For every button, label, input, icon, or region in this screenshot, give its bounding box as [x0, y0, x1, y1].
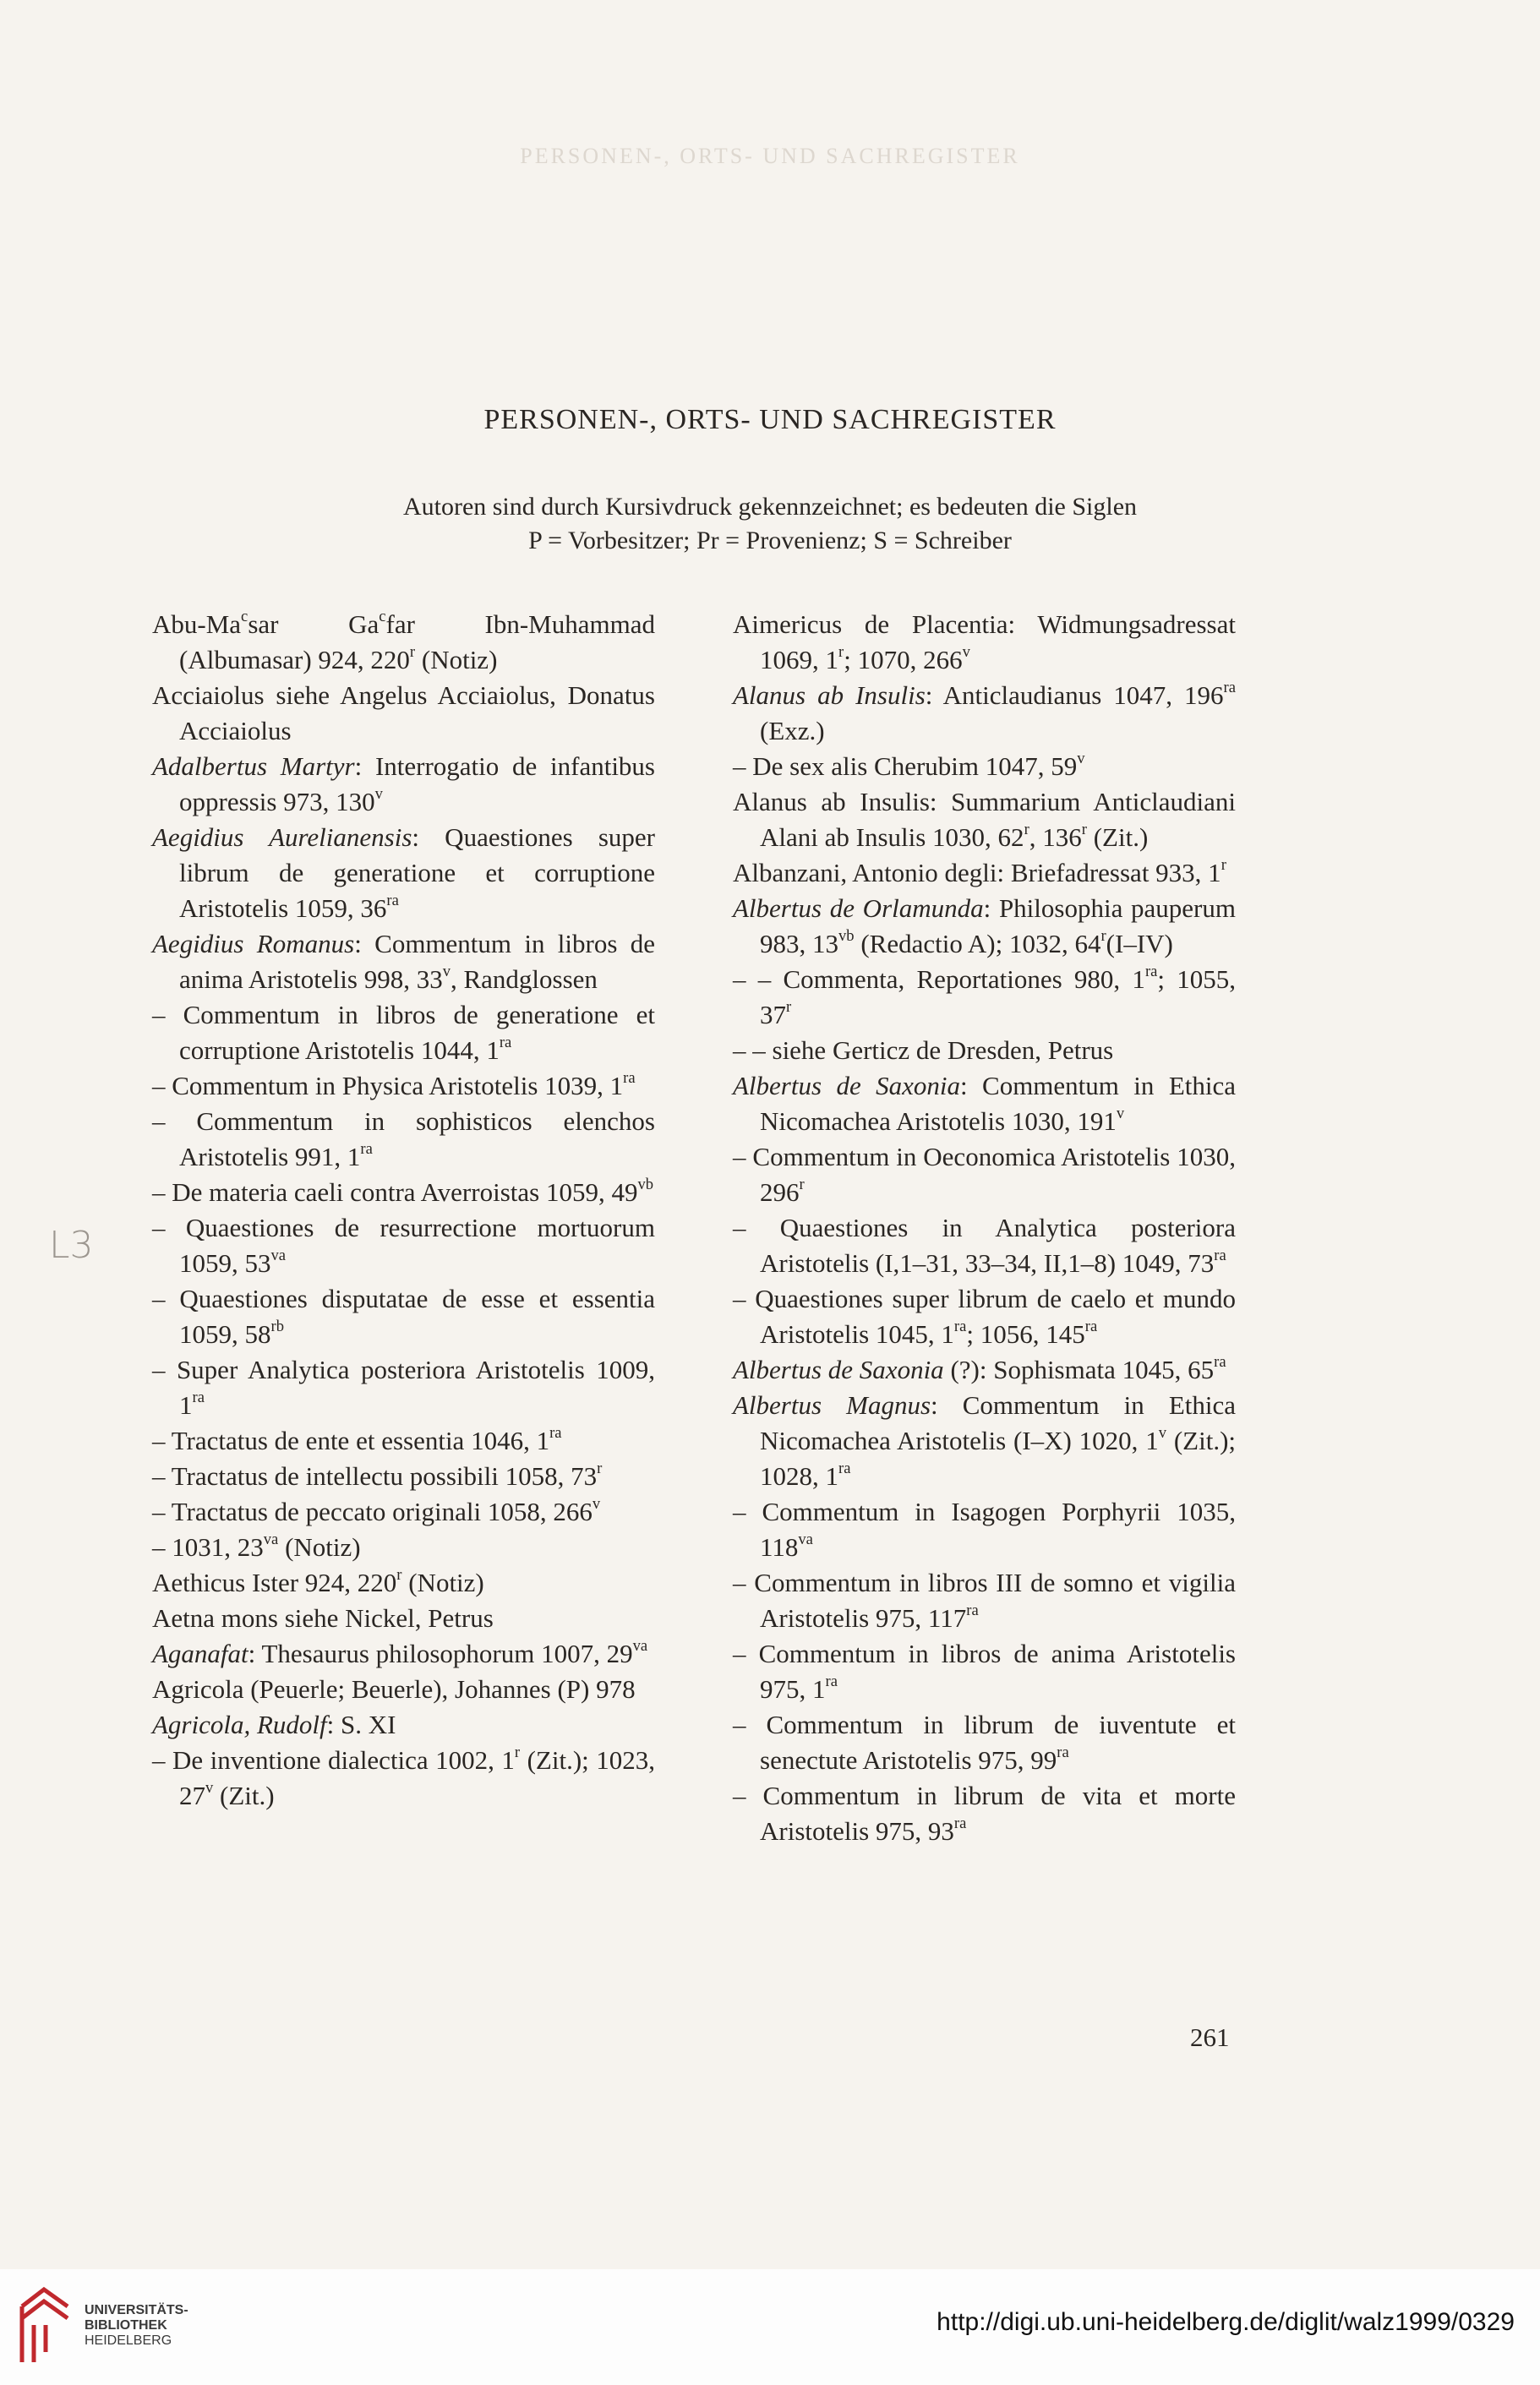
index-subentry: – Commentum in libros III de somno et vigilia Aristotelis 975, $117^{ra}$ — [733, 1568, 1236, 1633]
index-entry: Aganafat: Thesaurus philosophorum 1007, $29^{va}$ — [152, 1637, 648, 1668]
index-entry: Albertus de Orlamunda: Philosophia pauperum 983, $13^{vb}$ (Redactio A); 1032, 64$^r$(I–IV) — [733, 893, 1236, 958]
index-subentry: – Quaestiones in Analytica posteriora Aristotelis (I,1–31, 33–34, II,1–8) 1049, $73^{ra}$ — [733, 1213, 1236, 1278]
index-entry: Aetna mons siehe Nickel, Petrus — [152, 1603, 494, 1633]
register-intro — [0, 490, 1540, 558]
index-subentry: – Commentum in libros de anima Aristotelis 975, $1^{ra}$ — [733, 1639, 1236, 1704]
index-entry: Aimericus de Placentia: Widmungsadressat 1069, 1$^r$; 1070, 266$^v$ — [733, 609, 1236, 674]
author-name: Albertus Magnus — [733, 1390, 931, 1420]
intro-line-2: P = Vorbesitzer; Pr = Provenienz; S = Schreiber — [528, 527, 1012, 554]
index-entry: Aegidius Aurelianensis: Quaestiones super librum de generatione et corruptione Aristotelis 1059, $36^{ra}$ — [152, 822, 656, 923]
index-subentry: – Tractatus de intellectu possibili 1058, 73$^r$ — [152, 1460, 603, 1491]
index-subentry: – – siehe Gerticz de Dresden, Petrus — [733, 1035, 1114, 1065]
index-subentry: – 1031, $23^{va}$ (Notiz) — [152, 1531, 361, 1562]
index-entry: Agricola, Rudolf: S. XI — [152, 1710, 396, 1739]
index-entry: Aegidius Romanus: Commentum in libros de anima Aristotelis 998, 33$^v$, Randglossen — [152, 929, 655, 994]
author-name: Albertus de Saxonia — [733, 1355, 944, 1384]
index-subentry: – Super Analytica posteriora Aristotelis 1009, $1^{ra}$ — [152, 1355, 655, 1420]
index-subentry: – De sex alis Cherubim 1047, 59$^v$ — [733, 750, 1085, 781]
bleed-through-running-head: PERSONEN-, ORTS- UND SACHREGISTER — [520, 144, 1020, 168]
index-entry: Alanus ab Insulis: Summarium Anticlaudiani Alani ab Insulis 1030, 62$^r$, 136$^r$ (Zit.) — [733, 787, 1236, 852]
index-entry: Aethicus Ister 924, 220$^r$ (Notiz) — [152, 1566, 484, 1597]
index-entry: Adalbertus Martyr: Interrogatio de infantibus oppressis 973, 130$^v$ — [152, 751, 655, 816]
source-url-link[interactable]: http://digi.ub.uni-heidelberg.de/diglit/walz1999/0329 — [937, 2308, 1515, 2336]
index-subentry: – Commentum in Physica Aristotelis 1039, $1^{ra}$ — [152, 1069, 636, 1100]
index-subentry: – Commentum in librum de vita et morte Aristotelis 975, $93^{ra}$ — [733, 1781, 1236, 1846]
author-name: Albertus de Orlamunda — [733, 893, 984, 923]
intro-line-1: Autoren sind durch Kursivdruck gekennzeichnet; es bedeuten die Siglen — [402, 493, 1138, 521]
right-column — [733, 607, 1236, 1849]
handwritten-margin-note: L3 — [49, 1224, 94, 1267]
index-entry: Albertus de Saxonia: Commentum in Ethica Nicomachea Aristotelis 1030, 191$^v$ — [733, 1071, 1237, 1136]
page-title: PERSONEN-, ORTS- UND SACHREGISTER — [483, 404, 1057, 435]
author-name: Alanus ab Insulis — [733, 680, 926, 710]
index-entry: Agricola (Peuerle; Beuerle), Johannes (P) 978 — [152, 1674, 636, 1704]
index-subentry: – De materia caeli contra Averroistas 1059, $49^{vb}$ — [152, 1176, 654, 1207]
author-name: Albertus de Saxonia — [733, 1071, 960, 1100]
index-entry: Albertus Magnus: Commentum in Ethica Nicomachea Aristotelis (I–X) 1020, 1$^v$ (Zit.); 1028, $1^{ra}$ — [733, 1390, 1237, 1491]
index-entry: Albertus de Saxonia (?): Sophismata 1045, $65^{ra}$ — [733, 1353, 1226, 1384]
author-name: Aegidius Romanus — [152, 929, 355, 958]
library-name: UNIVERSITÄTS- BIBLIOTHEK HEIDELBERG — [85, 2303, 188, 2348]
index-subentry: – Tractatus de peccato originali 1058, 266$^v$ — [152, 1495, 601, 1526]
page-number: 261 — [1190, 2022, 1230, 2052]
index-subentry: – Quaestiones disputatae de esse et essentia 1059, $58^{rb}$ — [152, 1284, 655, 1349]
index-entry: Acciaiolus siehe Angelus Acciaiolus, Donatus Acciaiolus — [152, 680, 655, 745]
index-subentry: – Commentum in libros de generatione et corruptione Aristotelis 1044, $1^{ra}$ — [152, 1000, 655, 1065]
library-logo-icon — [15, 2284, 74, 2367]
index-subentry: – Commentum in Isagogen Porphyrii 1035, $118^{va}$ — [733, 1497, 1236, 1562]
author-name: Aganafat — [152, 1639, 248, 1668]
author-name: Agricola, Rudolf — [152, 1710, 327, 1739]
digitization-footer — [0, 2269, 1540, 2385]
index-subentry: – Quaestiones super librum de caelo et mundo Aristotelis 1045, $1^{ra}$; 1056, $145^{ra}$ — [733, 1284, 1236, 1349]
index-subentry: – De inventione dialectica 1002, 1$^r$ (Zit.); 1023, 27$^v$ (Zit.) — [152, 1744, 655, 1810]
author-name: Aegidius Aurelianensis — [152, 822, 412, 852]
left-column — [152, 607, 655, 1814]
index-subentry: – Commentum in librum de iuventute et senectute Aristotelis 975, $99^{ra}$ — [733, 1710, 1236, 1775]
index-entry: Abu-Ma$^c$sar Ga$^c$far Ibn-Muhammad (Albumasar) 924, 220$^r$ (Notiz) — [152, 608, 655, 674]
index-subentry: – – Commenta, Reportationes 980, $1^{ra}$; 1055, 37$^r$ — [733, 963, 1236, 1029]
index-subentry: – Commentum in sophisticos elenchos Aristotelis 991, $1^{ra}$ — [152, 1106, 655, 1171]
index-entry: Alanus ab Insulis: Anticlaudianus 1047, $196^{ra}$ (Exz.) — [733, 679, 1236, 745]
index-subentry: – Quaestiones de resurrectione mortuorum 1059, $53^{va}$ — [152, 1213, 655, 1278]
index-subentry: – Tractatus de ente et essentia 1046, $1^{ra}$ — [152, 1424, 562, 1455]
author-name: Adalbertus Martyr — [152, 751, 355, 781]
index-entry: Albanzani, Antonio degli: Briefadressat 933, 1$^r$ — [733, 856, 1226, 887]
index-subentry: – Commentum in Oeconomica Aristotelis 1030, 296$^r$ — [733, 1142, 1236, 1207]
